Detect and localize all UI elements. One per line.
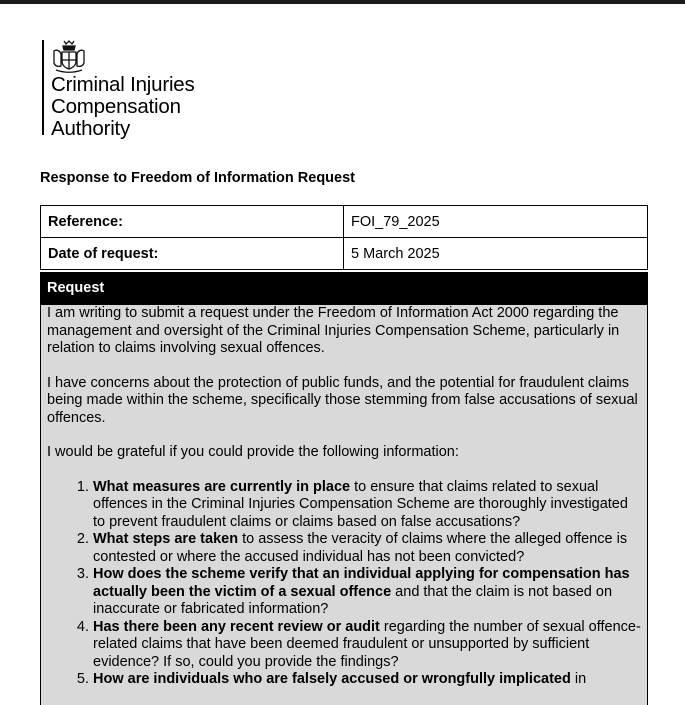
question-emphasis: Has there been any recent review or audit bbox=[93, 618, 380, 635]
question-item bbox=[93, 566, 641, 619]
question-emphasis: What measures are currently in place bbox=[93, 478, 351, 495]
question-item bbox=[93, 479, 641, 532]
paragraph-2: I have concerns about the protection of public funds, and the potential for fraudulent claims being made within the scheme, specifically those stemming from false accusations of sexual offences. bbox=[47, 374, 638, 426]
question-item bbox=[93, 671, 641, 689]
document-title: Response to Freedom of Information Request bbox=[40, 170, 355, 186]
question-text: to assess the veracity of claims where the alleged offence is contested or where the accused individual has not been convicted? bbox=[93, 531, 628, 565]
reference-row bbox=[41, 206, 648, 238]
royal-coat-of-arms-icon bbox=[50, 39, 88, 73]
top-border bbox=[0, 0, 685, 4]
request-metadata-table bbox=[40, 205, 648, 270]
org-line-3: Authority bbox=[51, 117, 131, 140]
question-text: regarding the number of sexual offence-related claims that have been deemed fraudulent or unsupported by sufficient evidence? If so, could you provide the findings? bbox=[93, 618, 641, 670]
organisation-name bbox=[51, 74, 195, 140]
question-list bbox=[47, 479, 641, 689]
paragraph-1: I am writing to submit a request under the Freedom of Information Act 2000 regarding the management and oversight of the Criminal Injuries Compensation Scheme, particularly in relation to claims involving sexual offences. bbox=[47, 305, 620, 356]
question-text: in bbox=[570, 671, 587, 687]
question-item bbox=[93, 531, 641, 566]
question-emphasis: How are individuals who are falsely accused or wrongfully implicated bbox=[93, 671, 571, 687]
question-item bbox=[93, 619, 641, 672]
question-text: and that the claim is not based on inaccurate or fabricated information? bbox=[93, 583, 613, 617]
reference-value: FOI_79_2025 bbox=[344, 206, 648, 238]
date-value: 5 March 2025 bbox=[344, 238, 648, 270]
question-emphasis: How does the scheme verify that an individual applying for compensation has actually been the victim of a sexual offence bbox=[93, 566, 630, 600]
date-label: Date of request: bbox=[41, 238, 344, 270]
question-emphasis: What steps are taken bbox=[93, 531, 239, 547]
question-text: to ensure that claims related to sexual offences in the Criminal Injuries Compensation Scheme are thoroughly investigated to prevent fraudulent claims or claims based on false accusations? bbox=[93, 478, 628, 530]
request-body bbox=[40, 305, 648, 705]
paragraph-3: I would be grateful if you could provide the following information: bbox=[47, 444, 459, 460]
date-row bbox=[41, 238, 648, 270]
reference-label: Reference: bbox=[41, 206, 344, 238]
logo-divider bbox=[42, 40, 44, 135]
org-line-2: Compensation bbox=[51, 95, 181, 118]
request-heading: Request bbox=[40, 272, 648, 305]
org-line-1: Criminal Injuries bbox=[51, 73, 195, 96]
